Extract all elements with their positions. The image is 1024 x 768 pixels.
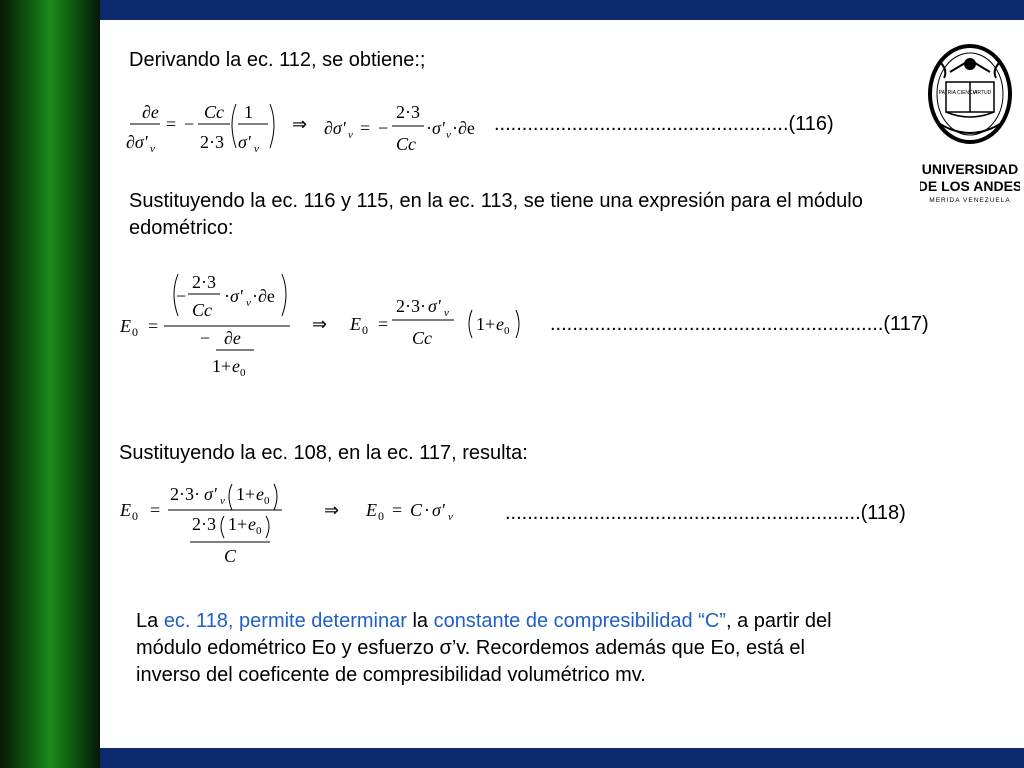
svg-text:−: − [184,114,195,134]
svg-text:σ': σ' [204,484,217,504]
svg-text:σ': σ' [230,286,243,306]
svg-text:∂σ': ∂σ' [324,118,346,138]
svg-text:=: = [166,114,177,134]
svg-text:σ': σ' [238,132,251,152]
equation-118-number: ................................................................(118) [505,502,906,524]
intro-text-3: Sustituyendo la ec. 108, en la ec. 117, resulta: [119,442,528,464]
svg-text:0: 0 [264,495,270,507]
svg-text:E: E [366,500,377,520]
university-logo [920,42,1020,212]
conclusion-line-2: módulo edométrico Eo y esfuerzo σ’v. Recordemos además que Eo, está el [136,637,805,659]
logo-line-2: DE LOS ANDES [920,178,1020,194]
svg-text:·: · [224,286,230,306]
svg-text:v: v [448,511,453,523]
svg-text:v: v [444,307,449,319]
svg-text:=: = [378,314,389,334]
svg-text:v: v [254,143,259,155]
equation-118 [120,480,500,580]
svg-text:−: − [200,328,211,348]
logo-book-left: PATRIA CIENCIA [938,90,978,96]
svg-text:1+: 1+ [236,484,256,504]
svg-text:2·3·: 2·3· [396,296,426,316]
svg-text:E: E [120,316,131,336]
bottom-blue-band [100,748,1024,768]
svg-text:2·3·: 2·3· [170,484,200,504]
logo-book-right: VIRTUD [972,90,992,96]
svg-text:·: · [424,500,430,520]
svg-text:0: 0 [132,325,138,339]
top-blue-band [100,0,1024,20]
svg-text:1+: 1+ [228,514,248,534]
svg-text:σ': σ' [432,500,445,520]
svg-text:·∂e: ·∂e [452,118,475,138]
svg-text:⇒: ⇒ [312,314,328,334]
svg-text:=: = [150,500,161,520]
svg-text:E: E [120,500,131,520]
svg-text:2·3: 2·3 [192,514,216,534]
svg-text:E: E [350,314,361,334]
svg-text:0: 0 [378,509,384,523]
svg-text:=: = [360,118,371,138]
svg-text:e: e [248,514,256,534]
svg-text:σ': σ' [432,118,445,138]
logo-line-1: UNIVERSIDAD [921,161,1019,177]
equation-117 [120,268,540,383]
equation-116-number: .....................................................(116) [494,113,834,135]
svg-text:C: C [224,546,237,566]
logo-line-3: MERIDA VENEZUELA [929,197,1011,204]
conclusion-line-3: inverso del coeficente de compresibilidad volumétrico mv. [136,664,646,686]
svg-text:0: 0 [256,525,262,537]
svg-text:v: v [446,129,451,141]
svg-text:e: e [256,484,264,504]
svg-text:=: = [392,500,403,520]
svg-text:v: v [348,129,353,141]
svg-text:·∂e: ·∂e [252,286,275,306]
svg-text:0: 0 [240,367,246,379]
svg-text:Cc: Cc [412,328,432,348]
equation-116 [120,100,480,160]
svg-text:2·3: 2·3 [200,132,224,152]
svg-text:∂e: ∂e [224,328,241,348]
svg-text:=: = [148,316,159,336]
svg-text:0: 0 [132,509,138,523]
side-green-bar [0,0,100,768]
conclusion-paragraph [136,608,966,689]
slide-canvas [100,20,1024,748]
svg-text:2·3: 2·3 [192,272,216,292]
svg-text:e: e [496,314,504,334]
svg-text:−: − [176,286,187,306]
svg-text:Cc: Cc [204,102,224,122]
svg-text:v: v [150,143,155,155]
svg-text:0: 0 [504,325,510,337]
svg-text:v: v [220,495,225,507]
svg-text:∂σ': ∂σ' [126,132,148,152]
intro-text-1: Derivando la ec. 112, se obtiene:; [129,49,426,71]
svg-text:Cc: Cc [396,134,416,154]
svg-text:0: 0 [362,323,368,337]
intro-text-2a: Sustituyendo la ec. 116 y 115, en la ec. 113, se tiene una expresión para el módulo [129,190,863,212]
svg-text:·: · [426,118,432,138]
svg-text:C: C [410,500,423,520]
svg-text:2·3: 2·3 [396,102,420,122]
svg-text:1+: 1+ [212,356,232,376]
intro-text-2b: edométrico: [129,217,234,239]
equation-117-number: ............................................................(117) [550,313,929,335]
svg-text:σ': σ' [428,296,441,316]
svg-text:1: 1 [244,102,253,122]
svg-text:Cc: Cc [192,300,212,320]
svg-text:e: e [232,356,240,376]
conclusion-line-1: La ec. 118, permite determinar la constante de compresibilidad “C”, a partir del [136,610,832,632]
svg-text:⇒: ⇒ [292,114,308,134]
svg-text:1+: 1+ [476,314,496,334]
svg-text:⇒: ⇒ [324,500,340,520]
svg-text:∂e: ∂e [142,102,159,122]
svg-text:−: − [378,118,389,138]
svg-text:v: v [246,297,251,309]
